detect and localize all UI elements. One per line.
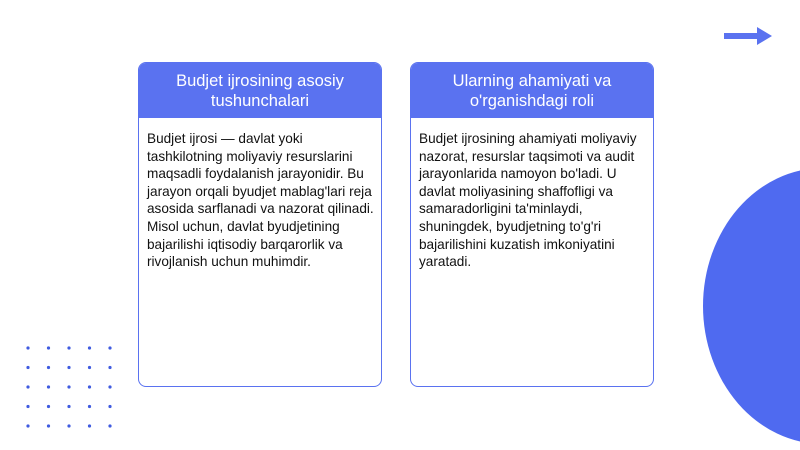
decorative-dot <box>88 405 91 408</box>
decorative-dot <box>26 385 29 388</box>
decorative-dot <box>26 366 29 369</box>
decorative-dot <box>47 346 50 349</box>
decorative-dot <box>108 346 111 349</box>
decorative-dot <box>47 405 50 408</box>
decorative-dot <box>67 366 70 369</box>
decorative-dot <box>67 405 70 408</box>
card-basic-concepts <box>138 62 382 387</box>
decorative-dot <box>47 424 50 427</box>
card-importance-role <box>410 62 654 387</box>
arrow-right-icon[interactable] <box>724 27 772 45</box>
decorative-dot <box>26 405 29 408</box>
decorative-dot <box>88 424 91 427</box>
decorative-dot <box>108 366 111 369</box>
card-title: Budjet ijrosining asosiy tushunchalari <box>139 63 381 118</box>
decorative-dot <box>26 346 29 349</box>
decorative-dot <box>67 424 70 427</box>
decorative-dot <box>47 366 50 369</box>
card-body-text: Budjet ijrosi — davlat yoki tashkilotning moliyaviy resurslarini maqsadli foydalanish jarayonidir. Bu jarayon orqali byudjet mablag'lari reja asosida sarflanadi va nazorat qilinadi. Misol uchun, davlat byudjetining bajarilishi iqtisodiy barqarorlik va rivojlanish uchun muhimdir. <box>147 131 374 270</box>
decorative-dot <box>67 346 70 349</box>
decorative-dot <box>88 385 91 388</box>
decorative-dot <box>108 385 111 388</box>
decorative-dot <box>26 424 29 427</box>
decorative-dot <box>108 424 111 427</box>
decorative-dot <box>88 366 91 369</box>
decorative-dot <box>88 346 91 349</box>
decorative-circle <box>703 168 800 444</box>
card-body-text: Budjet ijrosining ahamiyati moliyaviy nazorat, resurslar taqsimoti va audit jarayonlarida namoyon bo'ladi. U davlat moliyasining shaffofligi va samaradorligini ta'minlaydi, shuningdek, byudjetning to'g'ri bajarilishini kuzatish imkoniyatini yaratadi. <box>419 131 637 270</box>
dot-grid-decoration <box>22 342 122 432</box>
decorative-dot <box>47 385 50 388</box>
decorative-dot <box>67 385 70 388</box>
card-title: Ularning ahamiyati va o'rganishdagi roli <box>411 63 653 118</box>
decorative-dot <box>108 405 111 408</box>
